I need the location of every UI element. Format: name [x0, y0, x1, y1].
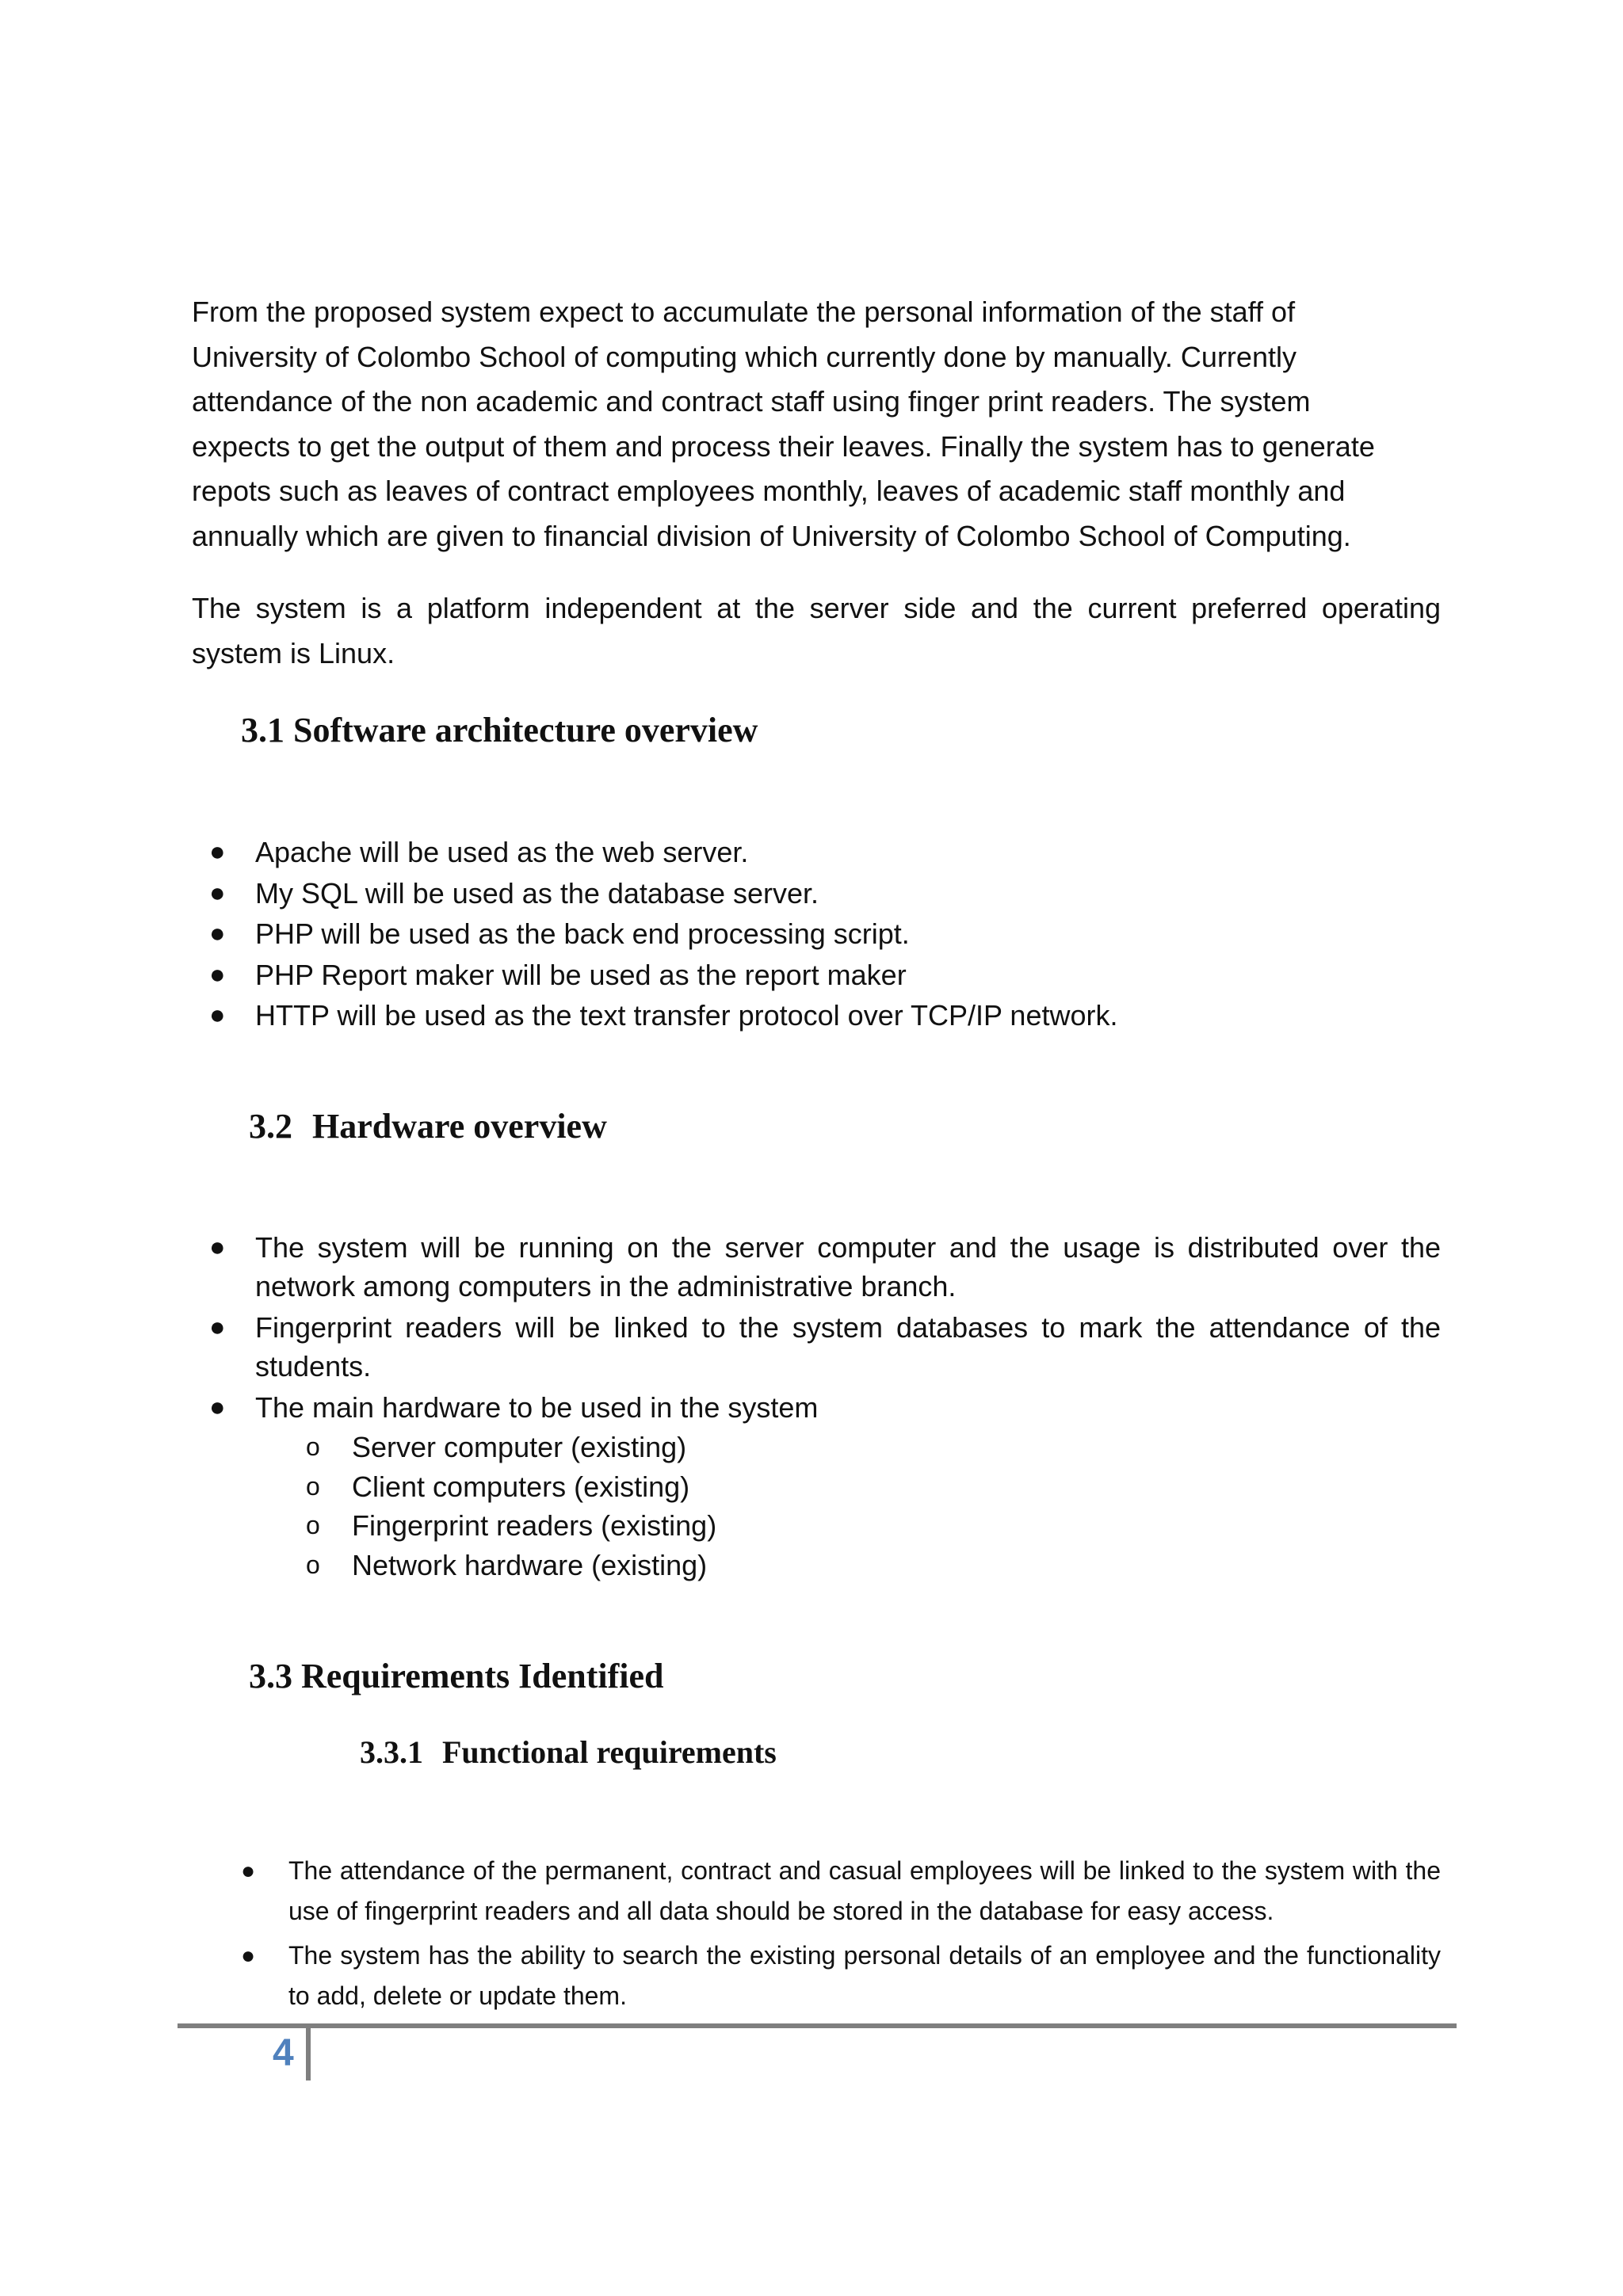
list-item [0, 1851, 1441, 1932]
bullet-icon: ● [209, 877, 226, 908]
list-item [0, 1388, 1441, 1427]
list-item [0, 995, 1441, 1036]
hollow-bullet-icon: o [306, 1511, 320, 1539]
bullet-icon: ● [209, 837, 226, 867]
list-item [0, 1228, 1441, 1306]
list-item-text: Fingerprint readers will be linked to the system databases to mark the attendance of the students. [255, 1311, 1441, 1383]
sub-list-item [0, 1428, 1441, 1467]
section-number: 3.2 [249, 1107, 292, 1146]
intro-line: annually which are given to financial division of University of Colombo School of Computing. [192, 519, 1351, 552]
intro-line: repots such as leaves of contract employees monthly, leaves of academic staff monthly and [192, 475, 1346, 507]
requirements-heading [249, 1656, 664, 1696]
list-item [0, 1936, 1441, 2016]
list-item-text: The system will be running on the server computer and the usage is distributed over the network among computers in the administrative branch. [255, 1231, 1441, 1302]
sub-list-item [0, 1467, 1441, 1507]
hardware-heading [249, 1106, 607, 1146]
list-item-text: PHP will be used as the back end processing script. [255, 917, 910, 950]
list-item-text: The system has the ability to search the existing personal details of an employee and the functionality to add, delete or update them. [288, 1941, 1441, 2010]
bullet-icon: ● [209, 959, 226, 990]
list-item-text: The main hardware to be used in the system [255, 1391, 819, 1424]
hollow-bullet-icon: o [306, 1432, 320, 1461]
functional-requirements-list [0, 1851, 1441, 2016]
functional-requirements-heading [360, 1733, 777, 1771]
hardware-sub-list [0, 1428, 1441, 1585]
hollow-bullet-icon: o [306, 1471, 320, 1501]
list-item [0, 955, 1441, 996]
bullet-icon: ● [241, 1943, 256, 1969]
list-item-text: My SQL will be used as the database server. [255, 876, 819, 910]
section-title: Software architecture overview [293, 711, 758, 749]
software-architecture-heading [241, 710, 758, 750]
bullet-icon: ● [209, 1392, 226, 1422]
sub-list-item-text: Fingerprint readers (existing) [352, 1509, 717, 1542]
footer-divider [306, 2027, 311, 2081]
list-item [0, 832, 1441, 873]
sub-list-item-text: Client computers (existing) [352, 1470, 690, 1503]
bullet-icon: ● [209, 1312, 226, 1342]
subsection-title: Functional requirements [442, 1734, 777, 1770]
intro-line: attendance of the non academic and contract staff using finger print readers. The system [192, 385, 1311, 418]
sub-list-item-text: Server computer (existing) [352, 1431, 687, 1463]
bullet-icon: ● [209, 918, 226, 948]
bullet-icon: ● [209, 1232, 226, 1262]
intro-line: University of Colombo School of computing which currently done by manually. Currently [192, 340, 1296, 373]
subsection-number: 3.3.1 [360, 1734, 423, 1770]
software-list [0, 832, 1441, 1036]
list-item-text: Apache will be used as the web server. [255, 836, 749, 868]
hollow-bullet-icon: o [306, 1550, 320, 1579]
platform-paragraph: The system is a platform independent at the server side and the current preferred operating system is Linux. [192, 592, 1441, 669]
sub-list-item [0, 1506, 1441, 1546]
page-number: 4 [273, 2032, 294, 2074]
section-number: 3.3 [249, 1657, 292, 1695]
footer-rule [178, 2023, 1457, 2028]
hardware-list [0, 1228, 1441, 1427]
intro-line: expects to get the output of them and process their leaves. Finally the system has to generate [192, 429, 1375, 463]
intro-line: From the proposed system expect to accumulate the personal information of the staff of [192, 296, 1296, 328]
section-number: 3.1 [241, 711, 285, 749]
sub-list-item [0, 1546, 1441, 1585]
section-title: Requirements Identified [301, 1657, 664, 1695]
bullet-icon: ● [209, 1000, 226, 1030]
list-item [0, 1308, 1441, 1386]
list-item-text: HTTP will be used as the text transfer protocol over TCP/IP network. [255, 999, 1118, 1032]
section-title: Hardware overview [312, 1107, 607, 1146]
list-item-text: PHP Report maker will be used as the report maker [255, 958, 907, 991]
list-item-text: The attendance of the permanent, contract and casual employees will be linked to the system with the use of fingerprint readers and all data should be stored in the database for easy access. [288, 1856, 1441, 1925]
sub-list-item-text: Network hardware (existing) [352, 1548, 708, 1581]
bullet-icon: ● [241, 1858, 256, 1884]
list-item [0, 913, 1441, 955]
list-item [0, 873, 1441, 914]
intro-paragraph [192, 290, 1441, 559]
